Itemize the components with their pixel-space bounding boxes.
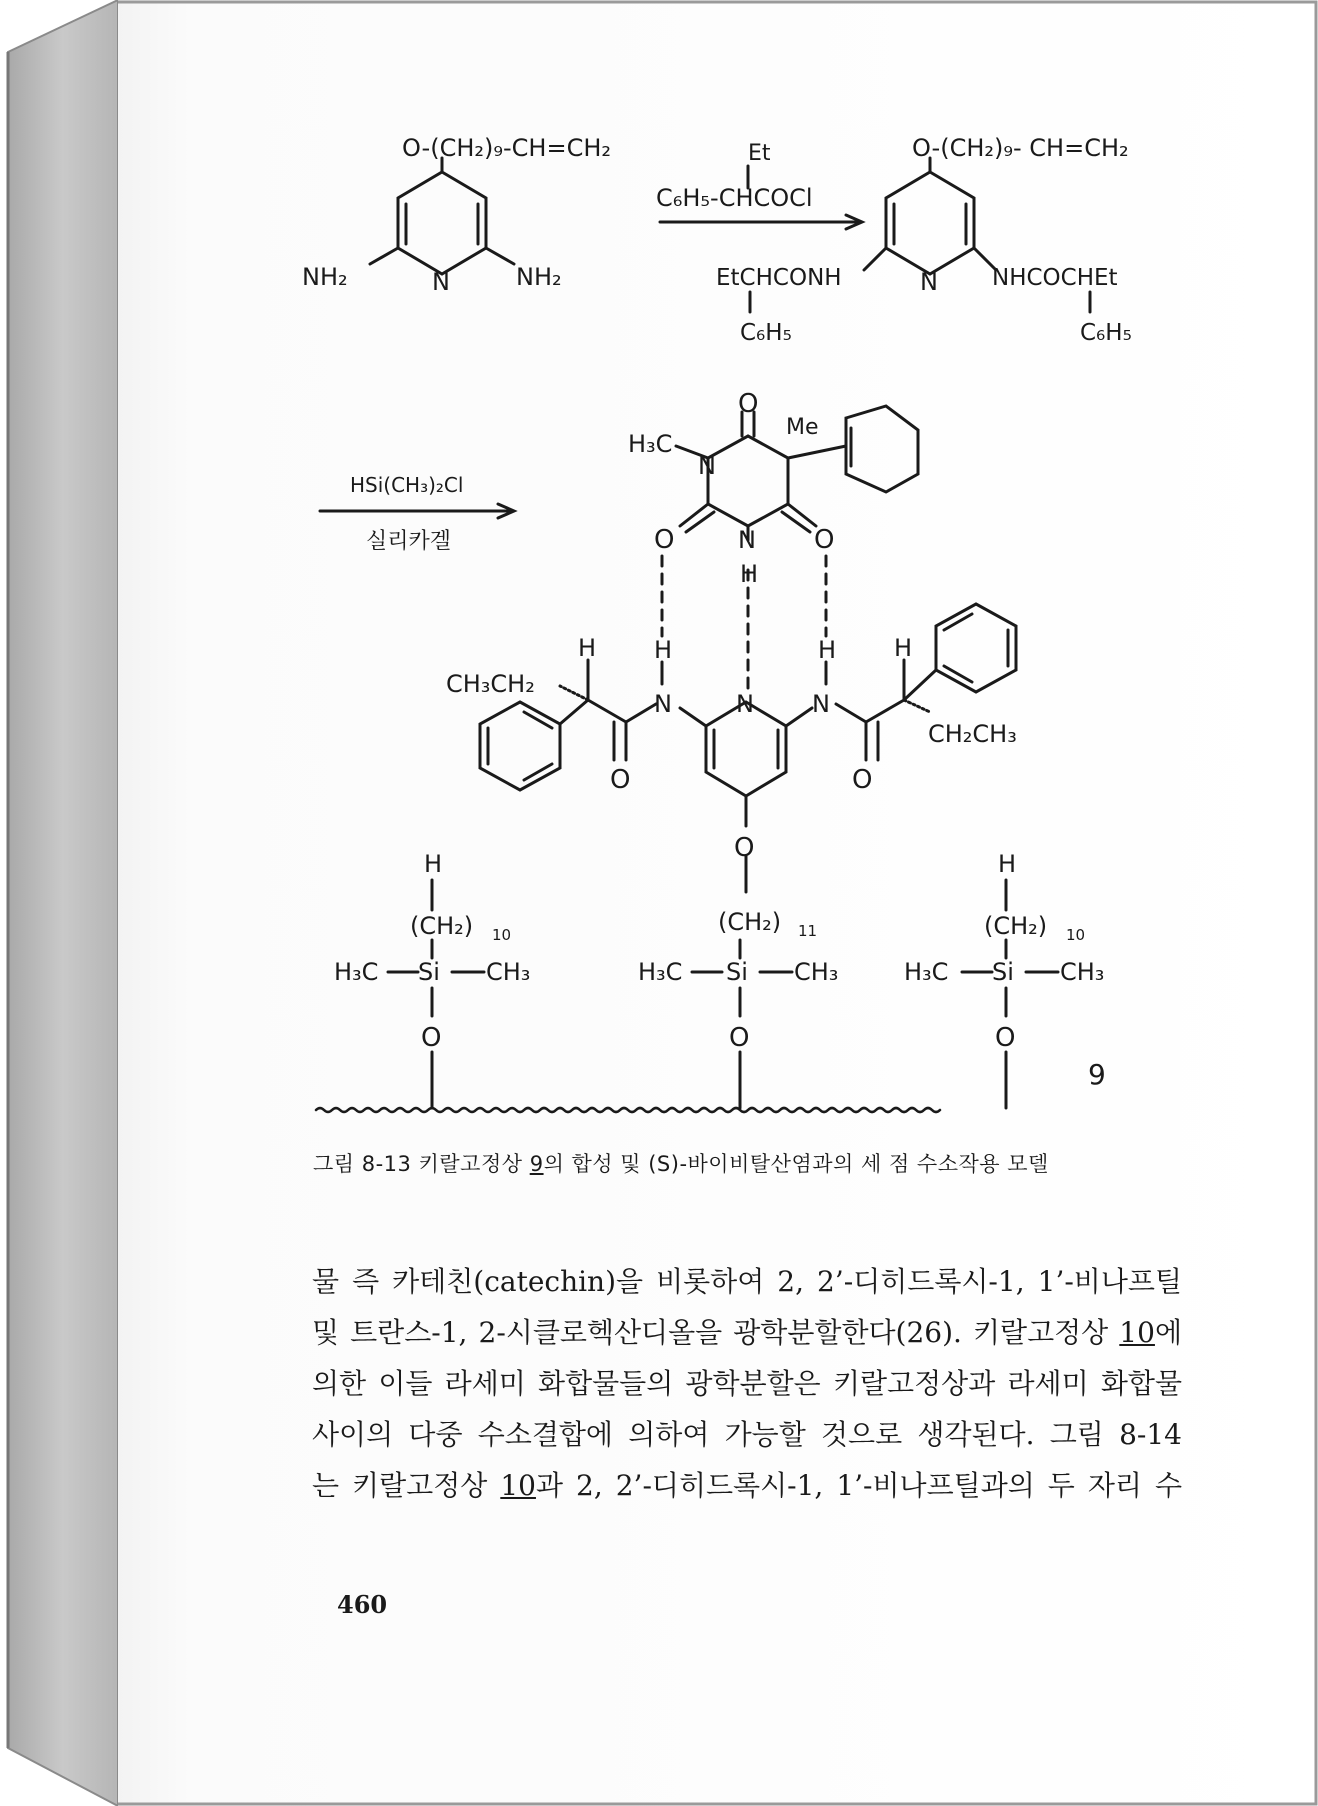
figure-caption <box>313 1148 1193 1178</box>
body-paragraph <box>312 1256 1182 1511</box>
reagent1-formula: C₆H₅-CHCOCl <box>656 184 813 212</box>
body-line: 는 키랄고정상 10과 2, 2’-디히드록시-1, 1’-비나프틸과의 두 자리 수 <box>312 1469 1183 1502</box>
csp-h-nh-left: H <box>654 636 673 664</box>
reagent1-ethyl: Et <box>748 141 771 166</box>
csp-o-carbonyl-right: O <box>852 765 873 795</box>
csp-n-ring: N <box>736 690 754 718</box>
silane-center-o: O <box>729 1023 750 1053</box>
product-left-phenyl: C₆H₅ <box>740 320 792 346</box>
barbiturate-o-top: O <box>738 389 759 419</box>
product-substituent: O-(CH₂)₉- CH=CH₂ <box>912 134 1129 162</box>
csp-n-right: N <box>812 690 830 718</box>
barbiturate-h: H <box>740 560 759 588</box>
silane-center-methyl-left: H₃C <box>638 958 683 986</box>
silane-right-methyl-right: CH₃ <box>1060 958 1105 986</box>
csp-h-left: H <box>578 634 597 662</box>
csp-right-ethyl: CH₂CH₃ <box>928 720 1017 748</box>
product-left-group: EtCHCONH <box>716 265 842 291</box>
product-ring-n: N <box>920 268 938 296</box>
silane-right-chain: (CH₂) <box>984 912 1048 940</box>
silane-left-subscript: 10 <box>492 926 512 944</box>
silane-left-chain: (CH₂) <box>410 912 474 940</box>
product-right-group: NHCOCHEt <box>992 265 1118 291</box>
compound-ref-10: 10 <box>1119 1316 1155 1349</box>
compound-ref-10: 10 <box>500 1469 536 1502</box>
barbiturate-n-methyl: N <box>698 452 716 480</box>
silane-left-methyl-right: CH₃ <box>486 958 531 986</box>
silane-center-subscript: 11 <box>798 922 818 940</box>
body-line: 물 즉 카테친(catechin)을 비롯하여 2, 2’-디히드록시-1, 1’-비나프틸 <box>312 1265 1182 1298</box>
body-line: 의한 이들 라세미 화합물들의 광학분할은 키랄고정상과 라세미 화합물 <box>312 1367 1182 1400</box>
reagent2-silane: HSi(CH₃)₂Cl <box>350 473 464 497</box>
silane-left-si: Si <box>418 958 440 986</box>
silane-center-si: Si <box>726 958 748 986</box>
body-line: 및 트란스-1, 2-시클로헥산디올을 광학분할한다(26). 키랄고정상 10에 <box>312 1316 1182 1349</box>
barbiturate-o-left: O <box>654 525 675 555</box>
barbiturate-me: Me <box>786 415 819 440</box>
silane-right-subscript: 10 <box>1066 926 1086 944</box>
silane-right-h: H <box>998 850 1017 878</box>
csp-h-right: H <box>894 634 913 662</box>
csp-h-nh-right: H <box>818 636 837 664</box>
silane-right-si: Si <box>992 958 1014 986</box>
reactant-substituent: O-(CH₂)₉-CH=CH₂ <box>402 134 611 162</box>
reactant-right-amine: NH₂ <box>516 263 562 291</box>
body-line: 사이의 다중 수소결합에 의하여 가능할 것으로 생각된다. 그림 8-14 <box>312 1418 1182 1451</box>
silane-center-chain: (CH₂) <box>718 908 782 936</box>
silane-left-methyl-left: H₃C <box>334 958 379 986</box>
compound-number: 9 <box>1088 1058 1106 1091</box>
silane-right-methyl-left: H₃C <box>904 958 949 986</box>
product-right-phenyl: C₆H₅ <box>1080 320 1132 346</box>
reagent2-silica: 실리카겔 <box>366 529 452 554</box>
silane-left-o: O <box>421 1023 442 1053</box>
reactant-left-amine: NH₂ <box>302 263 348 291</box>
csp-left-ethyl: CH₃CH₂ <box>446 670 535 698</box>
barbiturate-o-right: O <box>814 525 835 555</box>
reactant-ring-n: N <box>432 268 450 296</box>
csp-o-carbonyl-left: O <box>610 765 631 795</box>
caption-suffix: 의 합성 및 (S)-바이비탈산염과의 세 점 수소작용 모델 <box>543 1152 1049 1176</box>
caption-compound-number: 9 <box>529 1152 544 1176</box>
page-number: 460 <box>337 1590 388 1619</box>
silane-left-h: H <box>424 850 443 878</box>
silane-right-o: O <box>995 1023 1016 1053</box>
barbiturate-n-h: N <box>738 526 756 554</box>
silane-center-methyl-right: CH₃ <box>794 958 839 986</box>
csp-n-left: N <box>654 690 672 718</box>
caption-prefix: 그림 8-13 키랄고정상 <box>313 1152 530 1176</box>
barbiturate-methyl: H₃C <box>628 430 673 458</box>
csp-o-ether: O <box>734 833 755 863</box>
